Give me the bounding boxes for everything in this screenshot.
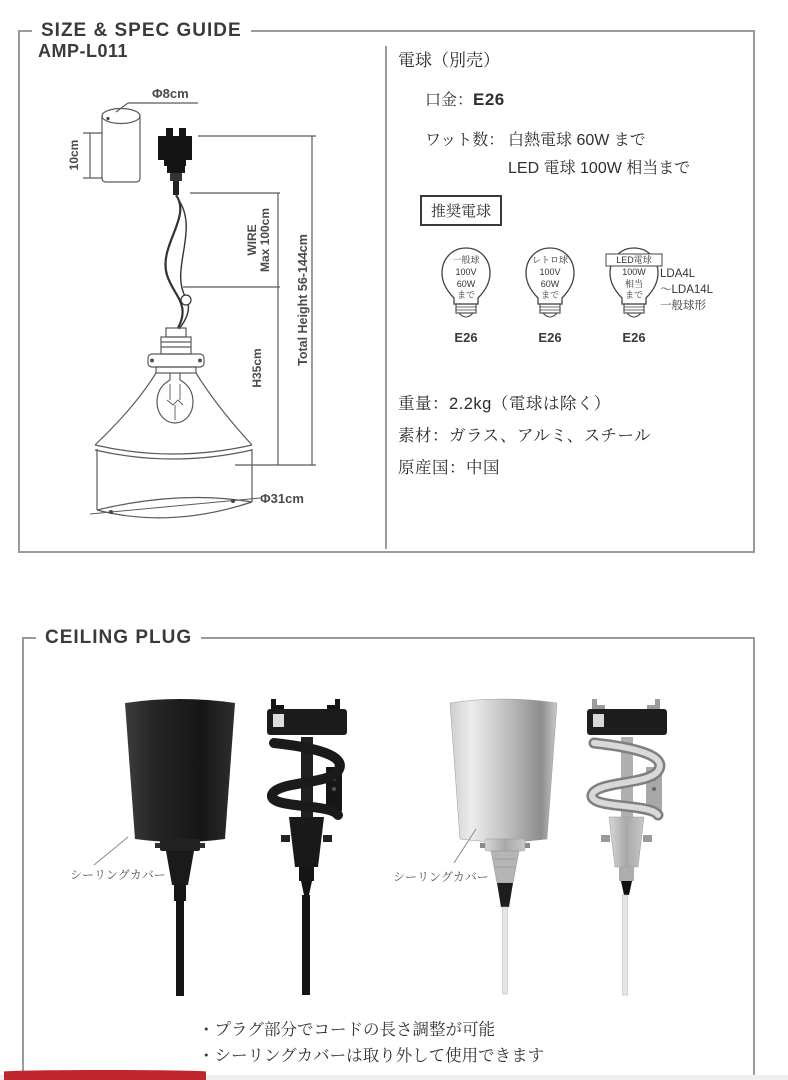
pendant-lamp-line-drawing (20, 32, 385, 551)
dim-wire (246, 208, 272, 272)
dim-wire-max: Max 100cm (258, 207, 272, 273)
ceiling-cover-label-black: シーリングカバー (70, 868, 166, 882)
black-ceiling-plug (267, 699, 347, 995)
ceiling-cover-label-silver: シーリングカバー (393, 870, 489, 884)
ceiling-plug-drawing (158, 128, 192, 195)
bulb-upto: まで (456, 290, 476, 300)
red-banner-cutoff (4, 1070, 206, 1080)
socket-label: 口金： (425, 92, 474, 109)
section-title-size-spec: SIZE & SPEC GUIDE (32, 18, 251, 44)
bulb-type: 一般球 (452, 255, 480, 265)
plug-notes (198, 1017, 544, 1069)
bulb-upto: まで (624, 290, 644, 300)
led-note-line: 一般球形 (660, 300, 706, 312)
black-cord (176, 901, 184, 996)
silver-ceiling-plug (587, 699, 667, 995)
dim-wire-word: WIRE (245, 224, 259, 256)
bulb-watt: 60W (456, 279, 476, 289)
silver-ceiling-cover (450, 699, 557, 994)
recommended-bulb-badge: 推奨電球 (420, 195, 502, 226)
note-cord-adjust: ・プラグ部分でコードの長さ調整が可能 (198, 1021, 495, 1039)
white-cord (503, 907, 508, 994)
wattage-led: LED 電球 100W 相当まで (508, 160, 691, 177)
wattage-label: ワット数： (425, 132, 505, 149)
spec-material: 素材：ガラス、アルミ、スチール (398, 427, 652, 445)
model-number: AMP-L011 (38, 41, 129, 61)
bulb-type: レトロ球 (531, 255, 569, 265)
bulb-upto: まで (540, 290, 560, 300)
recommended-bulb-icons (430, 242, 670, 345)
dimension-diagram (20, 32, 385, 551)
bulb-base-type: E26 (454, 330, 478, 345)
dim-shade-height: H35cm (250, 348, 264, 388)
size-spec-guide-section (18, 20, 755, 553)
bulb-outline-icon (514, 242, 586, 324)
spec-origin: 原産国：中国 (398, 459, 500, 477)
label-leader-line (94, 837, 128, 865)
black-ceiling-cover (125, 699, 235, 996)
led-note-line: ～LDA14L (660, 284, 714, 296)
ceiling-plug-illustrations (24, 639, 753, 1080)
bulb-volt: 100V (539, 267, 561, 277)
dim-shade-diameter: Φ31cm (260, 491, 304, 506)
bulb-equiv: 相当 (624, 279, 644, 289)
bulb-heading: 電球（別売） (398, 51, 500, 70)
section-title-ceiling-plug: CEILING PLUG (36, 625, 201, 651)
black-cord (302, 895, 310, 995)
dim-ceiling-diameter: Φ8cm (152, 86, 189, 101)
ceiling-plug-section (22, 627, 755, 1080)
led-model-note (660, 266, 713, 314)
wattage-incandescent: 白熱電球 60W まで (508, 132, 646, 149)
bulb-base-type: E26 (538, 330, 562, 345)
socket-value: E26 (473, 90, 505, 109)
bulb-watt: 100W (622, 267, 646, 277)
dim-total-height: Total Height 56-144cm (296, 234, 310, 366)
column-divider (385, 46, 387, 549)
bulb-type: LED電球 (616, 255, 652, 265)
bulb-outline-icon (430, 242, 502, 324)
dim-ceiling-height: 10cm (67, 139, 81, 171)
bulb-icon-general (430, 242, 502, 345)
bulb-watt: 60W (540, 279, 560, 289)
led-note-line: LDA4L (660, 268, 696, 280)
note-cover-removable: ・シーリングカバーは取り外して使用できます (198, 1047, 545, 1065)
socket-row (425, 87, 505, 110)
bulb-base-type: E26 (622, 330, 646, 345)
white-cord (623, 895, 628, 995)
bulb-volt: 100V (455, 267, 477, 277)
spec-weight: 重量：2.2kg（電球は除く） (398, 395, 611, 413)
bulb-icon-retro (514, 242, 586, 345)
